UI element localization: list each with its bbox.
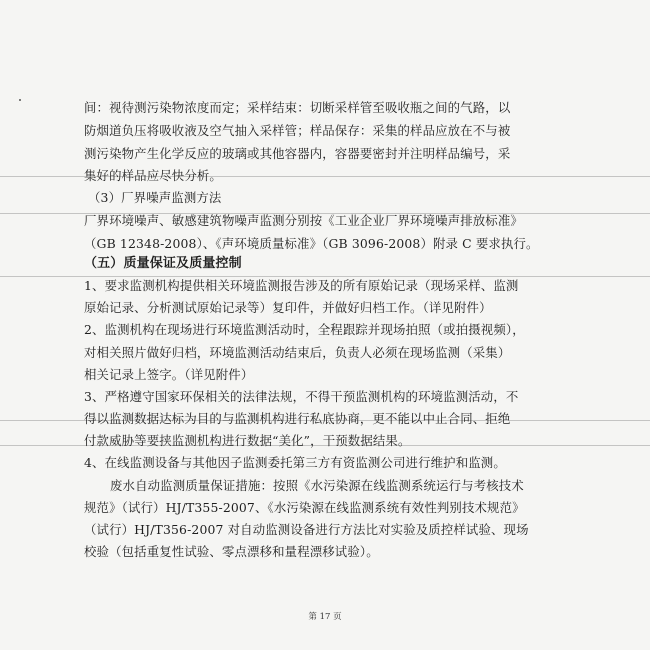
body-text-line: 集好的样品应尽快分析。	[84, 168, 222, 183]
list-item-line: 1、要求监测机构提供相关环境监测报告涉及的所有原始记录（现场采样、监测	[84, 278, 519, 293]
list-item-line: 原始记录、分析测试原始记录等）复印件，并做好归档工作。（详见附件）	[84, 300, 492, 315]
subsection-heading: （3）厂界噪声监测方法	[88, 190, 222, 205]
list-item-line: 2、监测机构在现场进行环境监测活动时，全程跟踪并现场拍照（或拍摄视频），	[84, 322, 525, 337]
body-text-line: 间：视待测污染物浓度而定；采样结束：切断采样管至吸收瓶之间的气路，以	[84, 100, 511, 115]
body-text-line: 测污染物产生化学反应的玻璃或其他容器内，容器要密封并注明样品编号，采	[84, 146, 511, 161]
body-text-line: 校验（包括重复性试验、零点漂移和量程漂移试验）。	[84, 544, 379, 559]
body-text-line: 废水自动监测质量保证措施：按照《水污染源在线监测系统运行与考核技术	[110, 478, 524, 493]
list-item-line: 对相关照片做好归档，环境监测活动结束后，负责人必须在现场监测（采集）	[84, 345, 511, 360]
list-item-line: 相关记录上签字。（详见附件）	[84, 367, 254, 382]
body-text-line: （GB 12348-2008）、《声环境质量标准》（GB 3096-2008）附录 C 要求执行。	[84, 236, 539, 251]
body-text-line: 规范》（试行）HJ/T355-2007、《水污染源在线监测系统有效性判别技术规范》	[84, 500, 525, 515]
body-text-line: 防烟道负压将吸收液及空气抽入采样管；样品保存：采集的样品应放在不与被	[84, 123, 511, 138]
page-number: 第 17 页	[308, 612, 342, 622]
body-text-line: （试行）HJ/T356-2007 对自动监测设备进行方法比对实验及质控样试验、现场	[84, 522, 529, 537]
scan-speck	[19, 99, 21, 101]
list-item-line: 得以监测数据达标为目的与监测机构进行私底协商，更不能以中止合同、拒绝	[84, 411, 511, 426]
scan-artifact-line	[0, 276, 650, 277]
section-heading: （五）质量保证及质量控制	[84, 256, 242, 271]
list-item-line: 4、在线监测设备与其他因子监测委托第三方有资监测公司进行维护和监测。	[84, 455, 506, 470]
body-text-line: 厂界环境噪声、敏感建筑物噪声监测分别按《工业企业厂界环境噪声排放标准》	[84, 213, 523, 228]
list-item-line: 3、严格遵守国家环保相关的法律法规，不得干预监测机构的环境监测活动，不	[84, 389, 519, 404]
list-item-line: 付款威胁等要挟监测机构进行数据“美化”，干预数据结果。	[84, 433, 411, 448]
